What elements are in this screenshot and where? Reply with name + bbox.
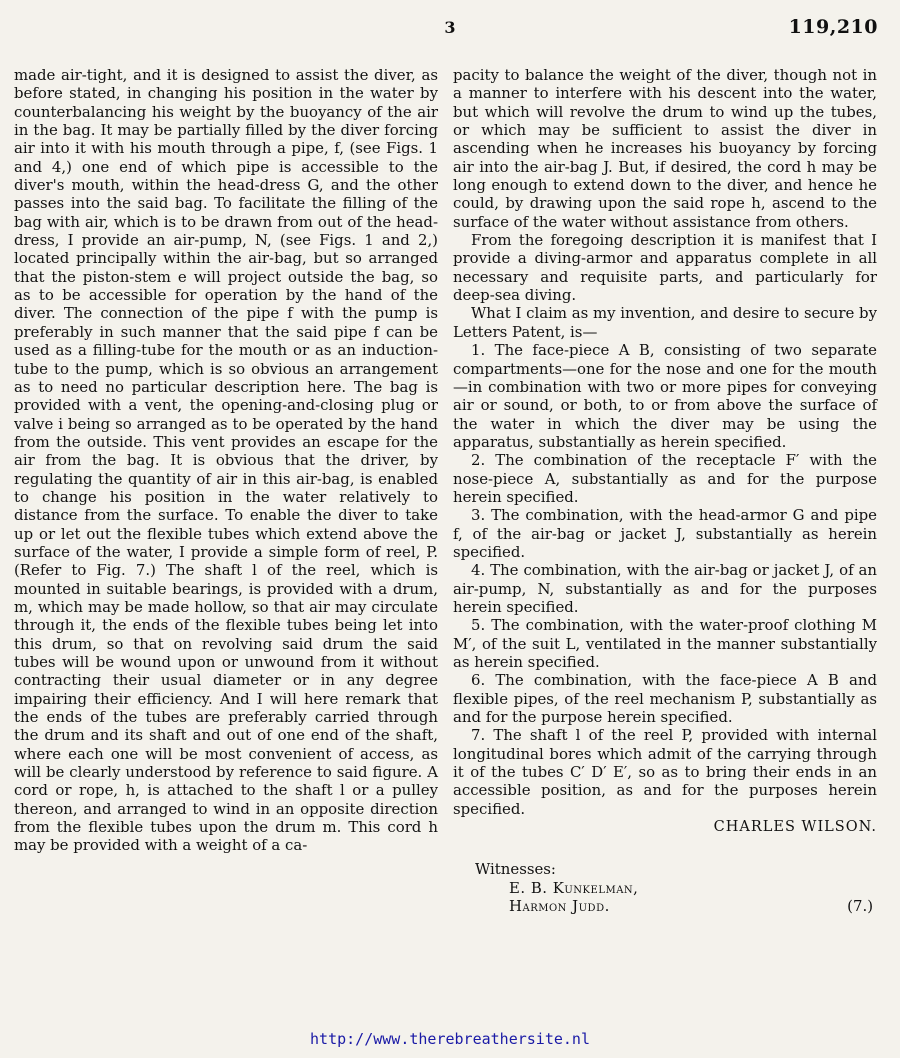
claim-6: 6. The combination, with the face-piece A B and flexible pipes, of the reel mechanism P, substantially as and for the purpose herein specified.	[453, 671, 877, 727]
summary-paragraph: From the foregoing description it is manifest that I provide a diving-armor and apparatus complete in all necessary and requisite parts, and particularly for deep-sea diving.	[453, 231, 877, 305]
witness-name: E. B. Kunkelman,	[509, 878, 639, 897]
claim-1: 1. The face-piece A B, consisting of two separate compartments—one for the nose and one for the mouth—in combination with two or more pipes for conveying air or sound, or both, to or from above the surface of the water in which the diver may be using the apparatus, substantially as herein specified.	[453, 341, 877, 451]
witnesses-block	[475, 860, 877, 915]
left-column	[14, 66, 438, 855]
inventor-signature: CHARLES WILSON.	[713, 819, 877, 836]
continuation-paragraph: pacity to balance the weight of the diver, though not in a manner to interfere with his descent into the water, but which will revolve the drum to wind up the tubes, or which may be sufficient to assist the diver in ascending when he increases his buoyancy by forcing air into the air-bag J. But, if desired, the cord h may be long enough to extend down to the diver, and hence he could, by drawing upon the said rope h, ascend to the surface of the water without assistance from others.	[453, 66, 877, 231]
claims-intro: What I claim as my invention, and desire to secure by Letters Patent, is—	[453, 304, 877, 341]
sequence-mark: (7.)	[847, 897, 873, 916]
witnesses-label: Witnesses:	[475, 860, 556, 879]
right-column	[453, 66, 877, 915]
witness-name: Harmon Judd.	[509, 897, 610, 916]
claim-5: 5. The combination, with the water-proof clothing M M′, of the suit L, ventilated in the manner substantially as herein specified.	[453, 616, 877, 671]
page-number: 3	[444, 18, 456, 37]
claim-3: 3. The combination, with the head-armor G and pipe f, of the air-bag or jacket J, substantially as herein specified.	[453, 506, 877, 561]
claim-7: 7. The shaft l of the reel P, provided with internal longitudinal bores which admit of the carrying through it of the tubes C′ D′ E′, so as to bring their ends in an accessible position, as and for the purposes herein specified.	[453, 726, 877, 818]
claim-2: 2. The combination of the receptacle F′ with the nose-piece A, substantially as and for the purpose herein specified.	[453, 451, 877, 506]
witness-row	[475, 897, 877, 915]
source-url-link[interactable]: http://www.therebreathersite.nl	[310, 1030, 590, 1048]
patent-number: 119,210	[788, 16, 878, 38]
claim-4: 4. The combination, with the air-bag or jacket J, of an air-pump, N, substantially as and for the purposes herein specified.	[453, 561, 877, 616]
left-column-text: made air-tight, and it is designed to assist the diver, as before stated, in changing his position in the water by counterbalancing his weight by the buoyancy of the air in the bag. It may be partially filled by the diver forcing air into it with his mouth through a pipe, f, (see Figs. 1 and 4,) one end of which pipe is accessible to the diver's mouth, within the head-dress G, and the other passes into the said bag. To facilitate the filling of the bag with air, which is to be drawn from out of the head-dress, I provide an air-pump, N, (see Figs. 1 and 2,) located principally within the air-bag, but so arranged that the piston-stem e will project outside the bag, so as to be accessible for operation by the hand of the diver. The connection of the pipe f with the pump is preferably in such manner that the said pipe f can be used as a filling-tube for the mouth or as an induction-tube to the pump, which is so obvious an arrangement as to need no particular description here. The bag is provided with a vent, the opening-and-closing plug or valve i being so arranged as to be operated by the hand from the outside. This vent provides an escape for the air from the bag. It is obvious that the driver, by regulating the quantity of air in this air-bag, is enabled to change his position in the water relatively to distance from the surface. To enable the diver to take up or let out the flexible tubes which extend above the surface of the water, I provide a simple form of reel, P. (Refer to Fig. 7.) The shaft l of the reel, which is mounted in suitable bearings, is provided with a drum, m, which may be made hollow, so that air may circulate through it, the ends of the flexible tubes being let into this drum, so that on revolving said drum the said tubes will be wound upon or unwound from it without contracting their usual diameter or in any degree impairing their efficiency. And I will here remark that the ends of the tubes are preferably carried through the drum and its shaft and out of one end of the shaft, where each one will be most convenient of access, as will be clearly understood by reference to said figure. A cord or rope, h, is attached to the shaft l or a pulley thereon, and arranged to wind in an opposite direction from the flexible tubes upon the drum m. This cord h may be provided with a weight of a ca-	[14, 66, 438, 855]
